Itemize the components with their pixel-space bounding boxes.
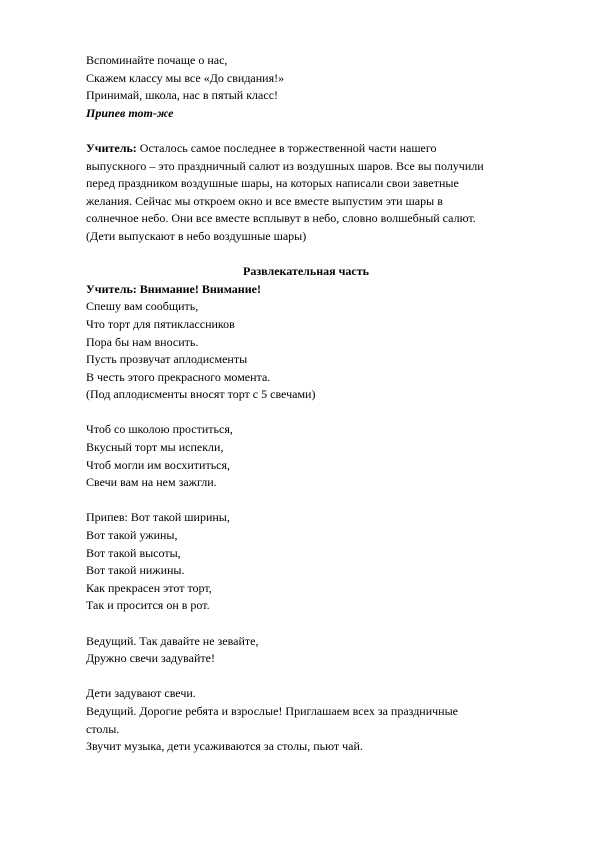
text-line: Так и просится он в рот. (86, 598, 210, 613)
text-line: Вот такой нижины. (86, 563, 185, 578)
text-line: Дети задувают свечи. (86, 686, 196, 701)
text-line: Спешу вам сообщить, (86, 299, 199, 314)
spacer (86, 668, 526, 686)
text-line: Звучит музыка, дети усаживаются за столы, пьют чай. (86, 739, 363, 754)
teacher-line (86, 140, 526, 158)
document-page (86, 52, 526, 756)
refrain-note: Припев тот-же (86, 105, 174, 120)
text-line: В честь этого прекрасного момента. (86, 369, 271, 384)
text-line: выпускного – это праздничный салют из воздушных шаров. Все вы получили (86, 158, 484, 173)
speaker-text: Осталось самое последнее в торжественной части нашего (136, 140, 437, 155)
stage-direction: (Под аплодисменты вносят торт с 5 свечами) (86, 387, 316, 402)
spacer (86, 492, 526, 510)
text-line: Припев: Вот такой ширины, (86, 510, 230, 525)
text-line: Чтоб могли им восхититься, (86, 457, 231, 472)
text-line: Пора бы нам вносить. (86, 334, 199, 349)
text-line: солнечное небо. Они все вместе всплывут в небо, словно волшебный салют. (86, 211, 476, 226)
text-line: Вот такой ужины, (86, 528, 178, 543)
speaker-label: Учитель: (86, 140, 137, 155)
text-line: желания. Сейчас мы откроем окно и все вместе выпустим эти шары в (86, 193, 443, 208)
text-line: Пусть прозвучат аплодисменты (86, 352, 248, 367)
text-line: Ведущий. Так давайте не зевайте, (86, 633, 259, 648)
text-line: Ведущий. Дорогие ребята и взрослые! Приглашаем всех за праздничные (86, 703, 458, 718)
text-line: Свечи вам на нем зажгли. (86, 475, 217, 490)
text-line: Дружно свечи задувайте! (86, 651, 215, 666)
text-line: Скажем классу мы все «До свидания!» (86, 70, 285, 85)
text-line: столы. (86, 721, 120, 736)
spacer (86, 122, 526, 140)
teacher-line (86, 281, 526, 299)
speaker-text: Внимание! Внимание! (136, 281, 261, 296)
text-line: Как прекрасен этот торт, (86, 580, 212, 595)
text-line: Принимай, школа, нас в пятый класс! (86, 88, 279, 103)
stage-direction: (Дети выпускают в небо воздушные шары) (86, 228, 307, 243)
spacer (86, 246, 526, 264)
speaker-label: Учитель: (86, 281, 137, 296)
text-line: Вкусный торт мы испекли, (86, 440, 224, 455)
spacer (86, 404, 526, 422)
section-title: Развлекательная часть (243, 264, 369, 279)
text-line: Вот такой высоты, (86, 545, 181, 560)
text-line: перед праздником воздушные шары, на которых написали свои заветные (86, 176, 459, 191)
spacer (86, 615, 526, 633)
text-line: Что торт для пятиклассников (86, 316, 235, 331)
text-line: Вспоминайте почаще о нас, (86, 53, 228, 67)
text-line: Чтоб со школою проститься, (86, 422, 233, 437)
